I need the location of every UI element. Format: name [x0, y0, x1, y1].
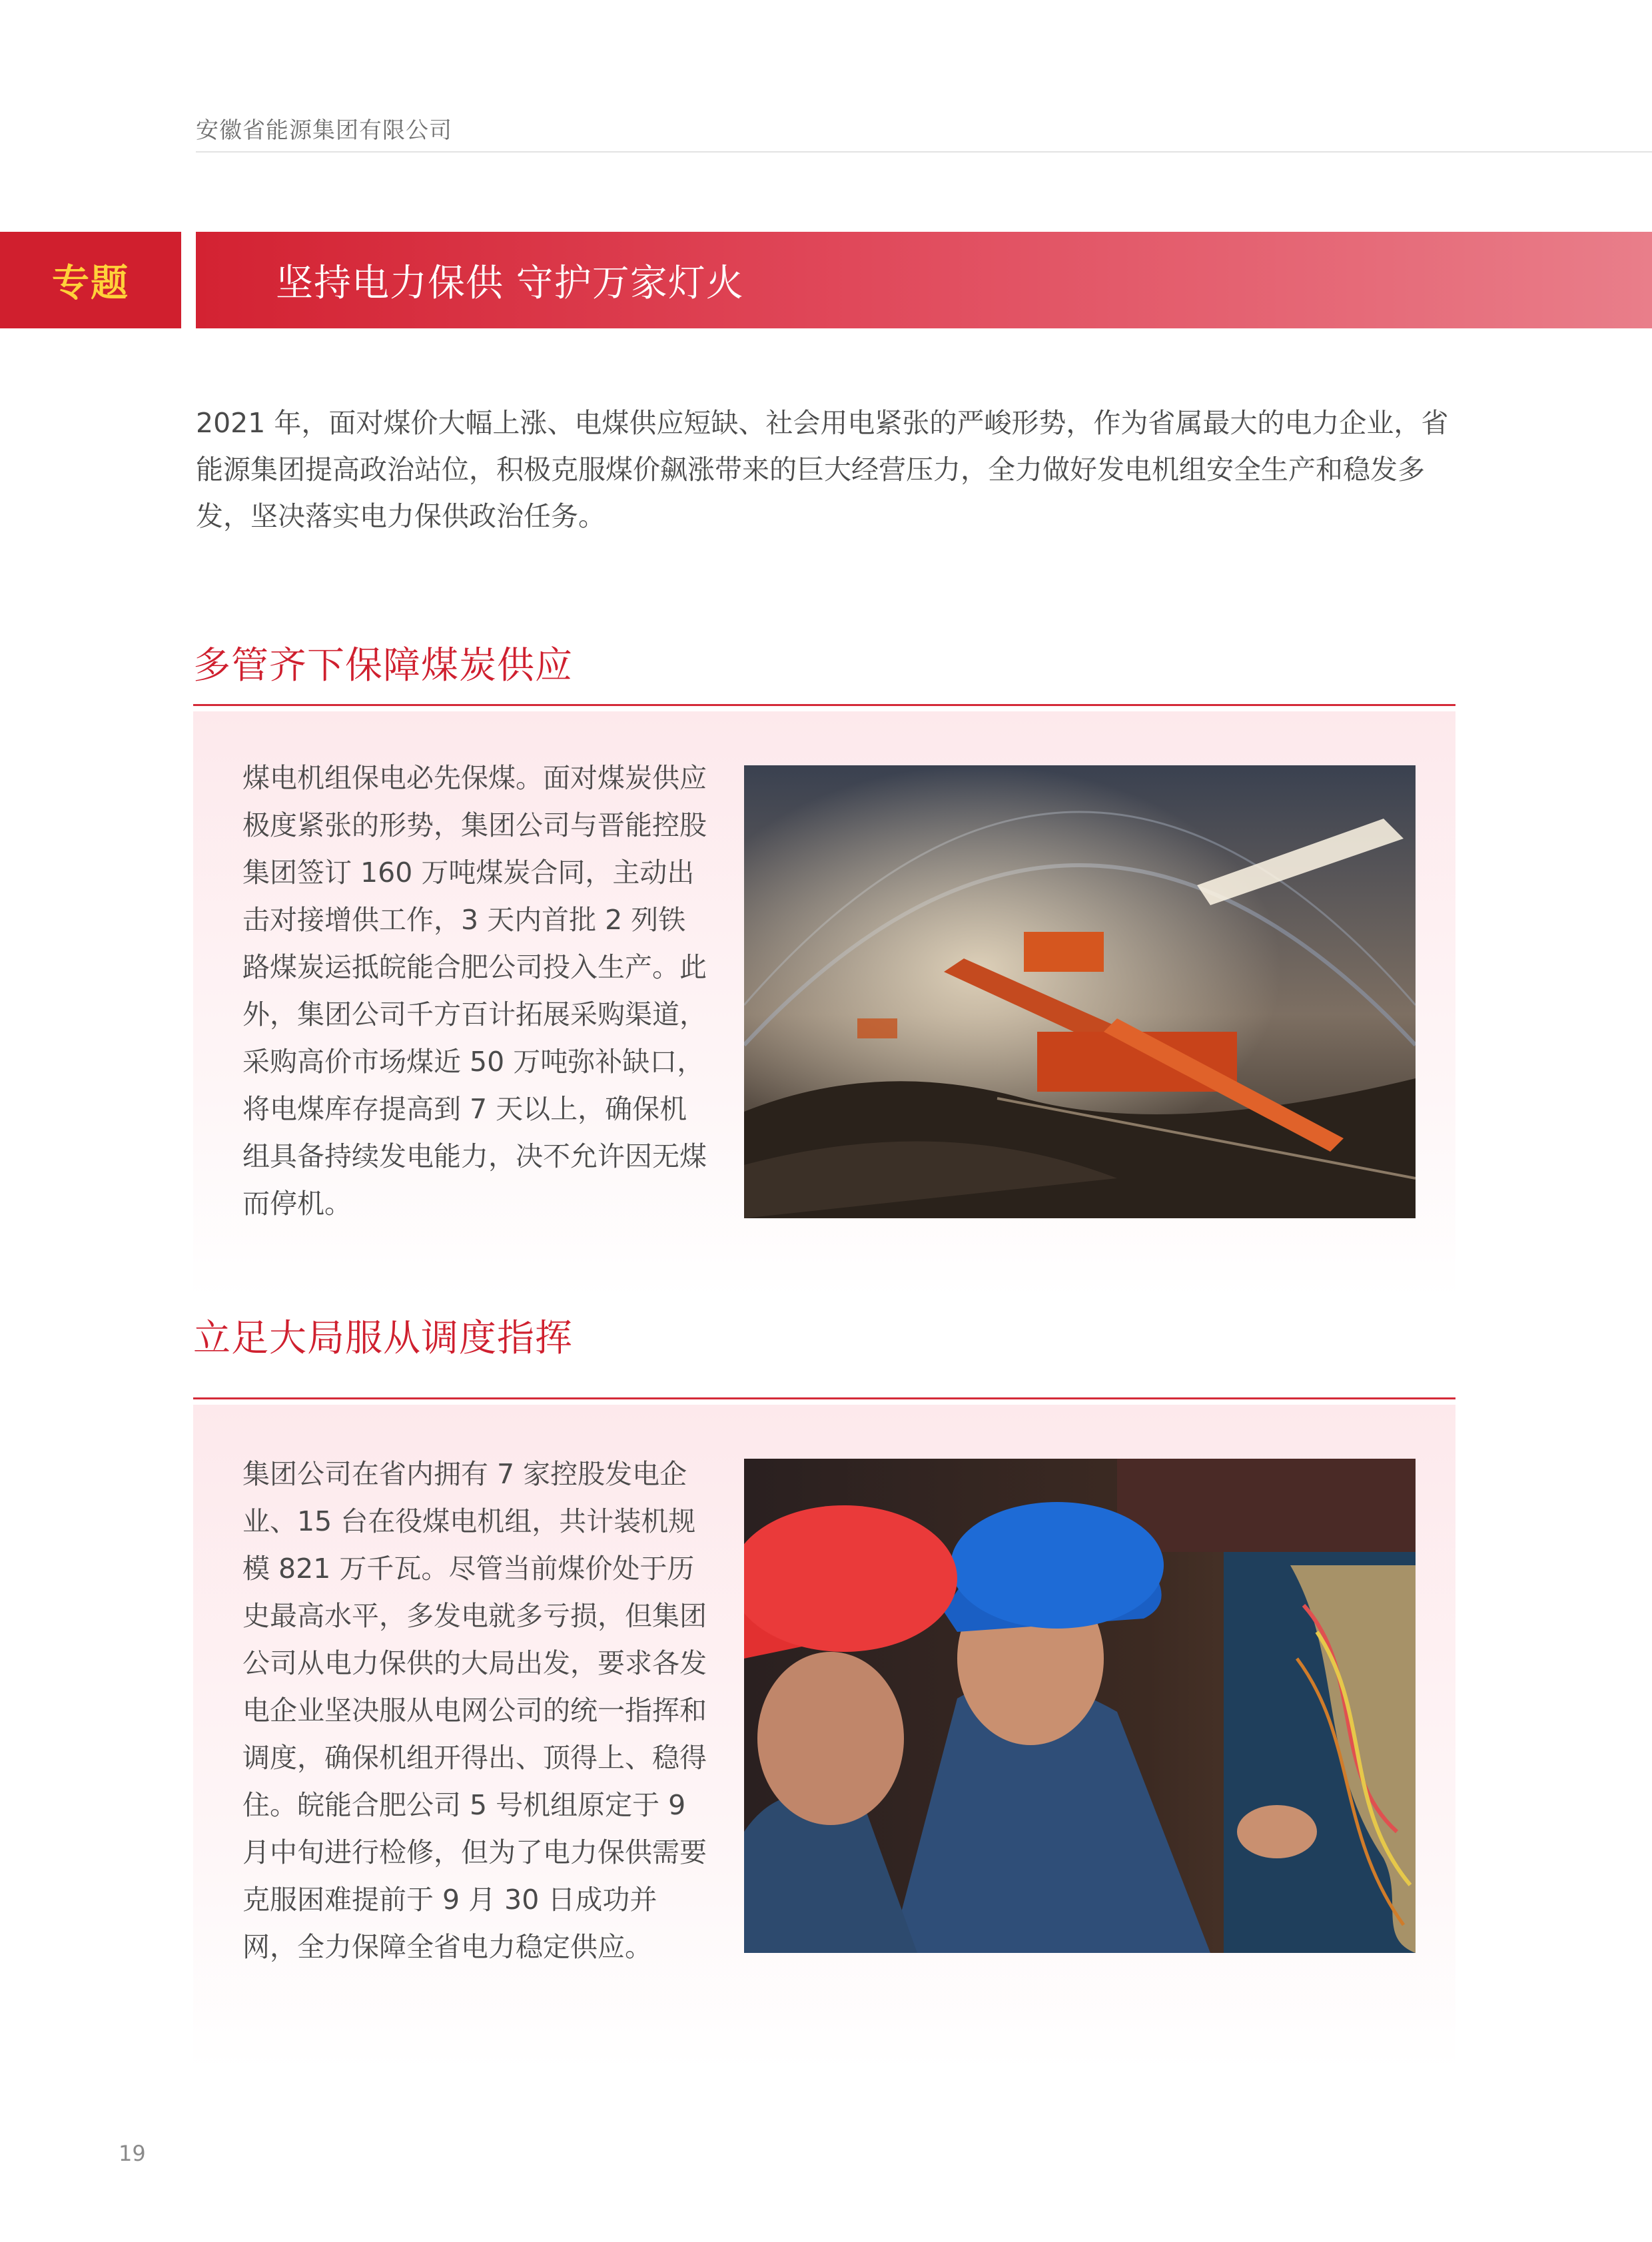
- section-body-text: 煤电机组保电必先保煤。面对煤炭供应极度紧张的形势，集团公司与晋能控股集团签订 160 万吨煤炭合同，主动出击对接增供工作，3 天内首批 2 列铁路煤炭运抵皖能合肥公司投入生产。此外，集团公司千方百计拓展采购渠道，采购高价市场煤近 50 万吨弥补缺口，将电煤库存提高到 7 天以上，确保机组具备持续发电能力，决不允许因无煤而停机。: [242, 762, 707, 1220]
- workers-inspection-photo: [744, 1459, 1416, 1953]
- topic-title: 坚持电力保供 守护万家灯火: [276, 261, 744, 305]
- topic-banner: [196, 232, 1652, 328]
- header-company-name: 安徽省能源集团有限公司: [196, 117, 452, 144]
- section-divider: [193, 1397, 1455, 1399]
- header-divider: [196, 151, 1652, 153]
- section-body-text: 集团公司在省内拥有 7 家控股发电企业、15 台在役煤电机组，共计装机规模 821 万千瓦。尽管当前煤价处于历史最高水平，多发电就多亏损，但集团公司从电力保供的大局出发，要求各发电企业坚决服从电网公司的统一指挥和调度，确保机组开得出、顶得上、稳得住。皖能合肥公司 5 号机组原定于 9 月中旬进行检修，但为了电力保供需要克服困难提前于 9 月 30 日成功并网，全力保障全省电力稳定供应。: [242, 1458, 707, 1963]
- section-divider: [193, 704, 1455, 706]
- section-title-dispatch-command: 立足大局服从调度指挥: [193, 1317, 573, 1360]
- section-title-coal-supply: 多管齐下保障煤炭供应: [193, 644, 573, 687]
- topic-tag-label: 专题: [52, 261, 129, 305]
- topic-tag: [0, 232, 181, 328]
- intro-paragraph: 2021 年，面对煤价大幅上涨、电煤供应短缺、社会用电紧张的严峻形势，作为省属最大的电力企业，省能源集团提高政治站位，积极克服煤价飙涨带来的巨大经营压力，全力做好发电机组安全生产和稳发多发，坚决落实电力保供政治任务。: [196, 407, 1449, 532]
- coal-yard-photo: [744, 765, 1416, 1218]
- page-number: 19: [119, 2141, 146, 2166]
